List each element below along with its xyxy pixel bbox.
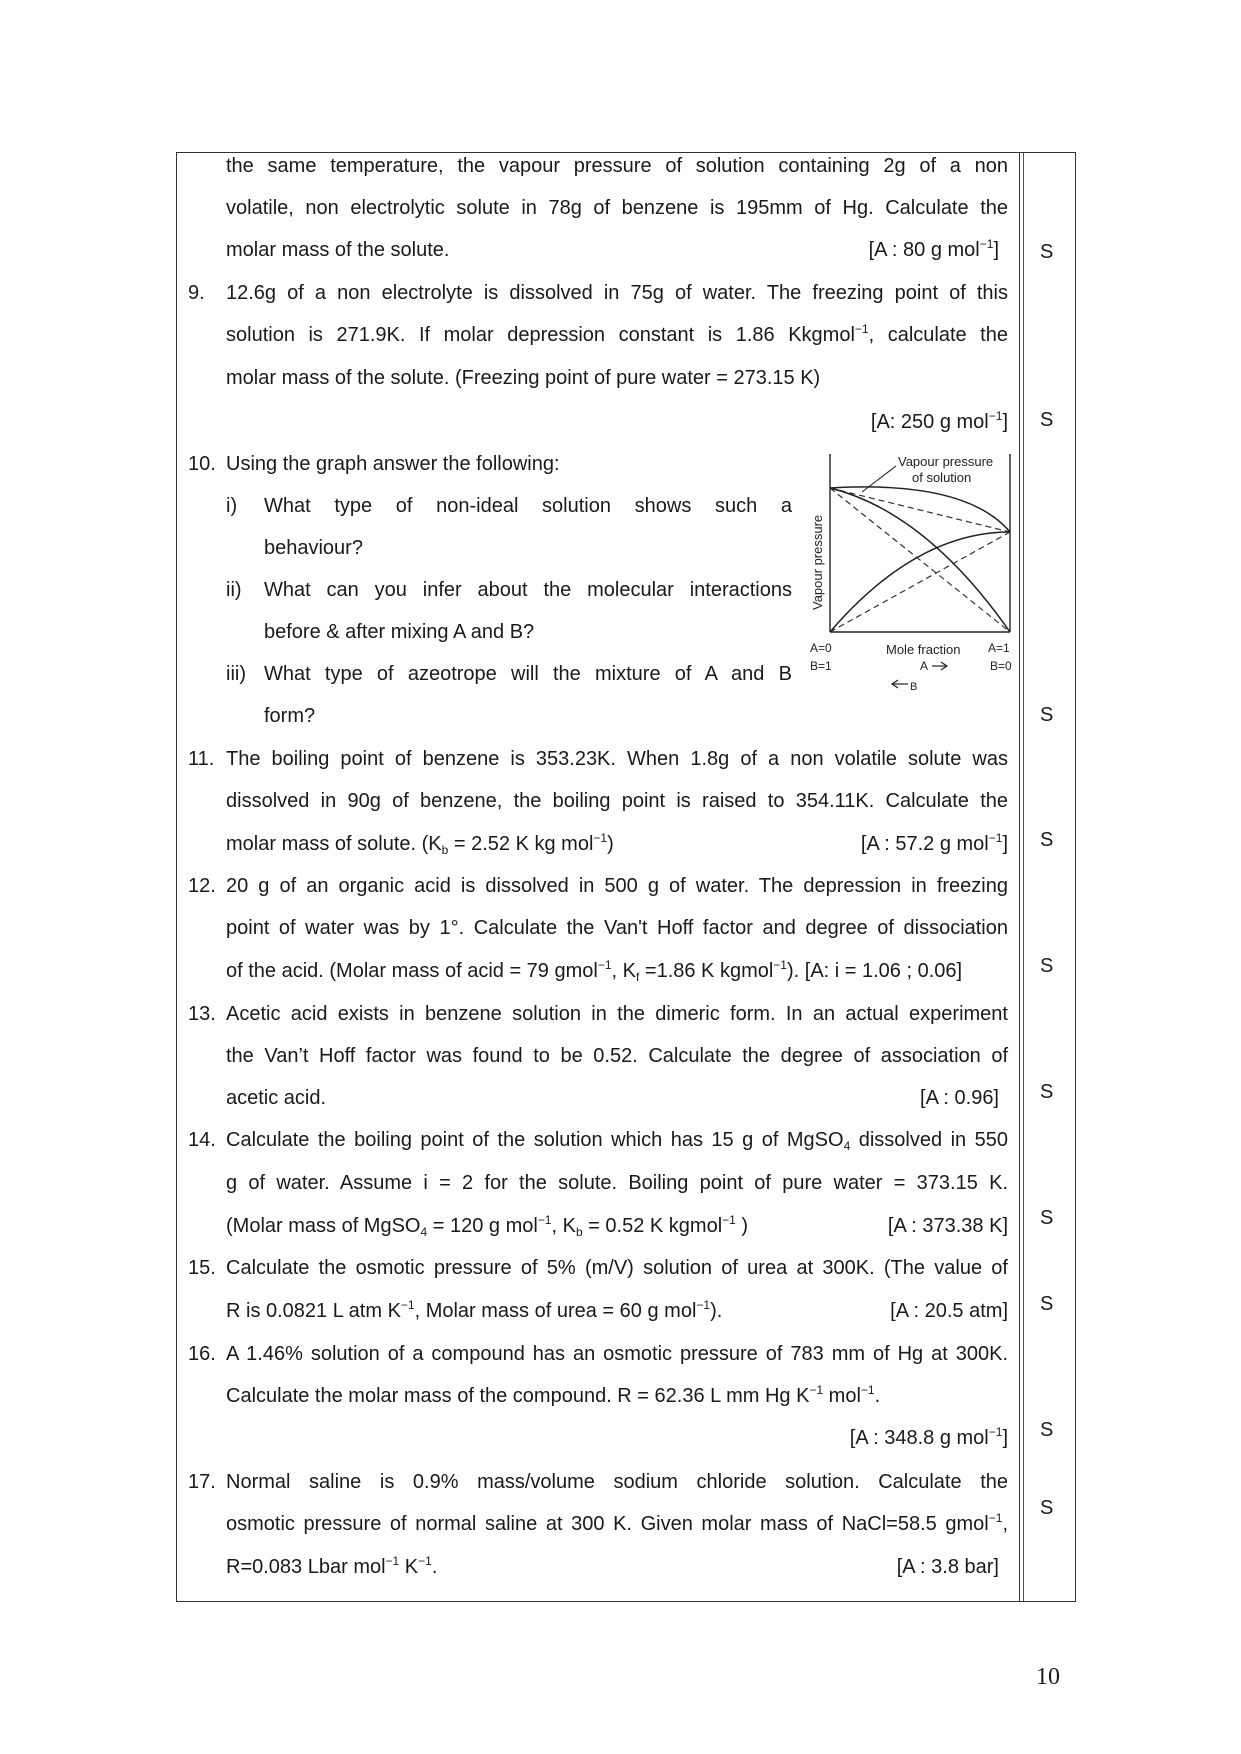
q8-line-2: volatile, non electrolytic solute in 78g of benzene is 195mm of Hg. Calculate the: [226, 197, 1008, 219]
graph-legend-line-2: of solution: [912, 470, 972, 485]
q8-answer: [A : 80 g mol$^{-1}$]: [868, 237, 999, 261]
q11-line-2: dissolved in 90g of benzene, the boiling point is raised to 354.11K. Calculate the: [226, 790, 1008, 812]
q9-line-2: solution is 271.9K. If molar depression constant is 1.86 Kkgmol$^{-1}$, calculate the: [226, 322, 1008, 346]
graph-legend-line-1: Vapour pressure: [898, 454, 994, 469]
q10-number: 10.: [188, 453, 216, 475]
q14-line-1: Calculate the boiling point of the solution which has 15 g of MgSO$_4$ dissolved in 550: [226, 1129, 1009, 1153]
q13-answer: [A : 0.96]: [920, 1087, 999, 1109]
q16-line-1: A 1.46% solution of a compound has an osmotic pressure of 783 mm of Hg at 300K.: [226, 1343, 1008, 1365]
q12-mark: S: [1040, 955, 1054, 977]
q9-answer: [A: 250 g mol$^{-1}$]: [870, 409, 1008, 433]
ideal-line-b: [830, 532, 1010, 632]
graph-x-right-label-1: A=1: [988, 641, 1010, 655]
graph-y-label: Vapour pressure: [810, 514, 825, 610]
q17-number: 17.: [188, 1471, 216, 1493]
q12-number: 12.: [188, 875, 216, 897]
graph-x-left-label-2: B=1: [810, 659, 832, 673]
q11-number: 11.: [188, 748, 215, 770]
q11-line-3: molar mass of solute. ($K_b = 2.52$ K kg mol$^{-1}$): [226, 831, 614, 857]
q9-mark: S: [1040, 409, 1054, 431]
column-divider: [1019, 153, 1020, 1601]
q15-line-1: Calculate the osmotic pressure of 5% (m/V) solution of urea at 300K. (The value of: [226, 1257, 1008, 1279]
q13-number: 13.: [188, 1003, 216, 1025]
q10-iii-number: iii): [226, 663, 246, 685]
q8-mark: S: [1040, 241, 1054, 263]
q16-line-2: Calculate the molar mass of the compound. R = 62.36 L mm Hg $K^{-1}$ mol$^{-1}$.: [226, 1383, 881, 1407]
page-number: 10: [1036, 1664, 1060, 1690]
q13-line-1: Acetic acid exists in benzene solution in the dimeric form. In an actual experiment: [226, 1003, 1008, 1025]
graph-x-label: Mole fraction: [886, 642, 961, 657]
q10-iii-line-1: What type of azeotrope will the mixture of A and B: [264, 663, 792, 685]
q14-mark: S: [1040, 1207, 1054, 1229]
q11-line-1: The boiling point of benzene is 353.23K. When 1.8g of a non volatile solute was: [226, 748, 1008, 770]
q10-ii-line-1: What can you infer about the molecular interactions: [264, 579, 792, 601]
q10-mark: S: [1040, 704, 1054, 726]
q9-number: 9.: [188, 282, 205, 304]
q17-mark: S: [1040, 1497, 1054, 1519]
q10-ii-line-2: before & after mixing A and B?: [264, 621, 535, 643]
q14-answer: [A : 373.38 K]: [887, 1215, 1008, 1237]
q15-number: 15.: [188, 1257, 216, 1279]
q10-iii-line-2: form?: [264, 705, 316, 727]
q13-mark: S: [1040, 1081, 1054, 1103]
q12-line-2: point of water was by 1°. Calculate the Van't Hoff factor and degree of dissociation: [226, 917, 1008, 939]
q10-i-line-1: What type of non-ideal solution shows such a: [264, 495, 792, 517]
q15-mark: S: [1040, 1293, 1054, 1315]
q12-line-1: 20 g of an organic acid is dissolved in 500 g of water. The depression in freezing: [226, 875, 1008, 897]
q10-i-line-2: behaviour?: [264, 537, 363, 559]
vapour-pressure-graph: [806, 450, 1020, 700]
graph-x-left-label-1: A=0: [810, 641, 832, 655]
q8-line-1: the same temperature, the vapour pressure of solution containing 2g of a non: [226, 155, 1008, 177]
q10-i-number: i): [226, 495, 238, 517]
q16-answer: [A : 348.8 g mol$^{-1}$]: [849, 1425, 1008, 1449]
q13-line-2: the Van’t Hoff factor was found to be 0.52. Calculate the degree of association of: [226, 1045, 1008, 1067]
q16-number: 16.: [188, 1343, 216, 1365]
q14-line-2: g of water. Assume i = 2 for the solute. Boiling point of pure water = 373.15 K.: [226, 1172, 1008, 1194]
q11-mark: S: [1040, 829, 1054, 851]
q15-answer: [A : 20.5 atm]: [890, 1300, 1008, 1322]
q15-line-2: R is 0.0821 L atm $K^{-1}$, Molar mass of urea = 60 g mol$^{-1}$).: [226, 1298, 723, 1322]
graph-x-arrow-a-label: A: [920, 659, 929, 673]
q14-number: 14.: [188, 1129, 216, 1151]
q9-line-1: 12.6g of a non electrolyte is dissolved in 75g of water. The freezing point of this: [226, 282, 1008, 304]
graph-x-arrow-b-label: B: [910, 681, 918, 693]
q12-line-3: of the acid. (Molar mass of acid = 79 gmol$^{-1}$, $K_f =1.86$ K kgmol$^{-1}$). [A: i = 1.06 ; 0.06]: [226, 958, 963, 984]
q17-line-3: R=0.083 Lbar mol$^{-1}$ $K^{-1}$.: [226, 1554, 438, 1578]
q17-line-1: Normal saline is 0.9% mass/volume sodium chloride solution. Calculate the: [226, 1471, 1008, 1493]
q13-line-3: acetic acid.: [226, 1087, 327, 1109]
q14-line-3: (Molar mass of MgSO$_4$ = 120 g mol$^{-1}$, $K_b = 0.52$ K kgmol$^{-1}$ ): [226, 1213, 749, 1239]
q10-stem: Using the graph answer the following:: [226, 453, 560, 475]
q16-mark: S: [1040, 1419, 1054, 1441]
column-divider-inner: [1023, 153, 1024, 1601]
q8-line-3: molar mass of the solute.: [226, 239, 450, 261]
graph-x-right-label-2: B=0: [990, 659, 1012, 673]
q9-line-3: molar mass of the solute. (Freezing point of pure water = 273.15 K): [226, 367, 821, 389]
q17-answer: [A : 3.8 bar]: [896, 1556, 999, 1578]
q17-line-2: osmotic pressure of normal saline at 300 K. Given molar mass of NaCl=58.5 gmol$^{-1}$,: [226, 1511, 1008, 1535]
q10-ii-number: ii): [226, 579, 242, 601]
q11-answer: [A : 57.2 g mol$^{-1}$]: [860, 831, 1008, 855]
